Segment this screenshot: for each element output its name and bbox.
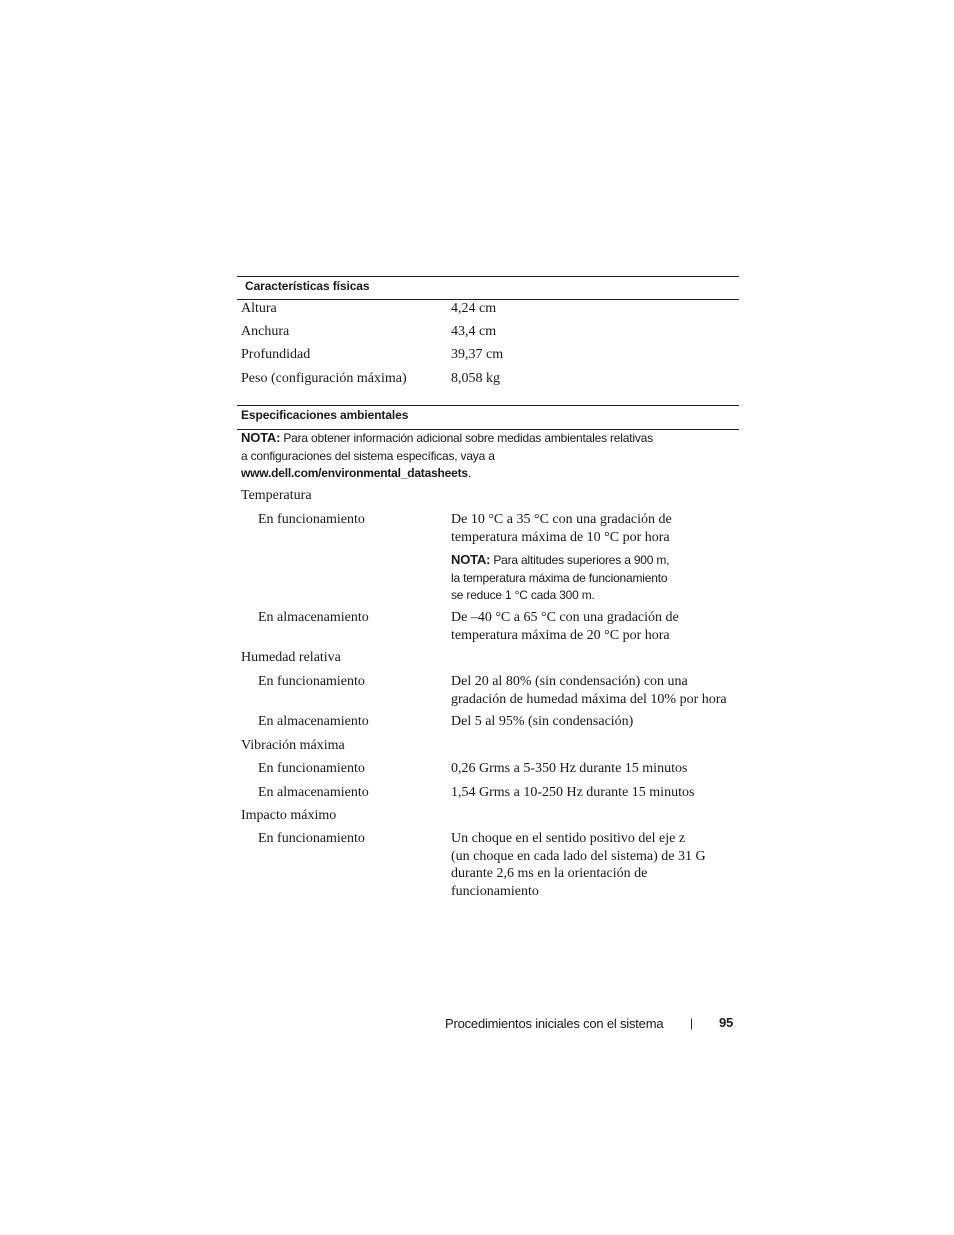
row-depth-label: Profundidad [241, 347, 311, 362]
top-rule-physical [237, 276, 739, 277]
physical-header: Características físicas [245, 279, 370, 293]
note-link[interactable]: www.dell.com/environmental_datasheets [241, 466, 468, 480]
temperature-st-label: En almacenamiento [258, 610, 369, 625]
humidity-title: Humedad relativa [241, 650, 341, 665]
temperature-op-value [451, 511, 672, 546]
humidity-op-value [451, 673, 727, 708]
row-height-value: 4,24 cm [451, 301, 497, 316]
temperature-op-note [451, 551, 669, 605]
footer-separator: | [690, 1016, 693, 1030]
vibration-st-value: 1,54 Grms a 10-250 Hz durante 15 minutos [451, 785, 695, 800]
humidity-op-label: En funcionamiento [258, 674, 365, 689]
humidity-op-value-line-2: gradación de humedad máxima del 10% por hora [451, 691, 727, 707]
vibration-op-label: En funcionamiento [258, 761, 365, 776]
temperature-st-value [451, 609, 679, 644]
footer-section-title: Procedimientos iniciales con el sistema [445, 1016, 664, 1031]
temperature-op-label: En funcionamiento [258, 512, 365, 527]
shock-op-value-line-2: (un choque en cada lado del sistema) de 31 G [451, 848, 706, 864]
note-label: NOTA: [241, 430, 281, 445]
row-width-value: 43,4 cm [451, 324, 497, 339]
note-end: . [467, 466, 472, 480]
temperature-note-line-2: la temperatura máxima de funcionamiento [451, 570, 668, 585]
vibration-title: Vibración máxima [241, 738, 345, 753]
top-rule-environmental [237, 405, 739, 406]
page-number: 95 [719, 1015, 734, 1030]
row-weight-value: 8,058 kg [451, 371, 500, 386]
temperature-note-line-1: Para altitudes superiores a 900 m, [493, 553, 670, 567]
row-height-label: Altura [241, 301, 277, 316]
humidity-op-value-line-1: Del 20 al 80% (sin condensación) con una [451, 674, 688, 689]
note-line-2: a configuraciones del sistema específicas, vaya a [241, 448, 495, 463]
environmental-header: Especificaciones ambientales [241, 408, 409, 422]
note-line-1: Para obtener información adicional sobre medidas ambientales relativas [283, 431, 653, 445]
shock-op-value-line-4: funcionamiento [451, 883, 539, 899]
temperature-st-value-line-2: temperatura máxima de 20 °C por hora [451, 627, 670, 643]
row-weight-label: Peso (configuración máxima) [241, 371, 407, 386]
shock-op-value-line-3: durante 2,6 ms en la orientación de [451, 866, 648, 881]
shock-op-value [451, 830, 706, 900]
shock-op-value-line-1: Un choque en el sentido positivo del eje z [451, 831, 686, 846]
temperature-op-value-line-2: temperatura máxima de 10 °C por hora [451, 529, 670, 545]
temperature-note-line-3: se reduce 1 °C cada 300 m. [451, 588, 595, 602]
vibration-st-label: En almacenamiento [258, 785, 369, 800]
temperature-title: Temperatura [241, 488, 312, 503]
row-depth-value: 39,37 cm [451, 347, 504, 362]
humidity-st-label: En almacenamiento [258, 714, 369, 729]
temperature-note-label: NOTA: [451, 552, 491, 567]
row-width-label: Anchura [241, 324, 290, 339]
temperature-st-value-line-1: De –40 °C a 65 °C con una gradación de [451, 610, 679, 625]
humidity-st-value: Del 5 al 95% (sin condensación) [451, 714, 634, 729]
rule-below-physical-header [237, 299, 739, 300]
vibration-op-value: 0,26 Grms a 5-350 Hz durante 15 minutos [451, 761, 688, 776]
shock-op-label: En funcionamiento [258, 831, 365, 846]
shock-title: Impacto máximo [241, 808, 337, 823]
environmental-note [241, 429, 736, 483]
temperature-op-value-line-1: De 10 °C a 35 °C con una gradación de [451, 512, 672, 527]
